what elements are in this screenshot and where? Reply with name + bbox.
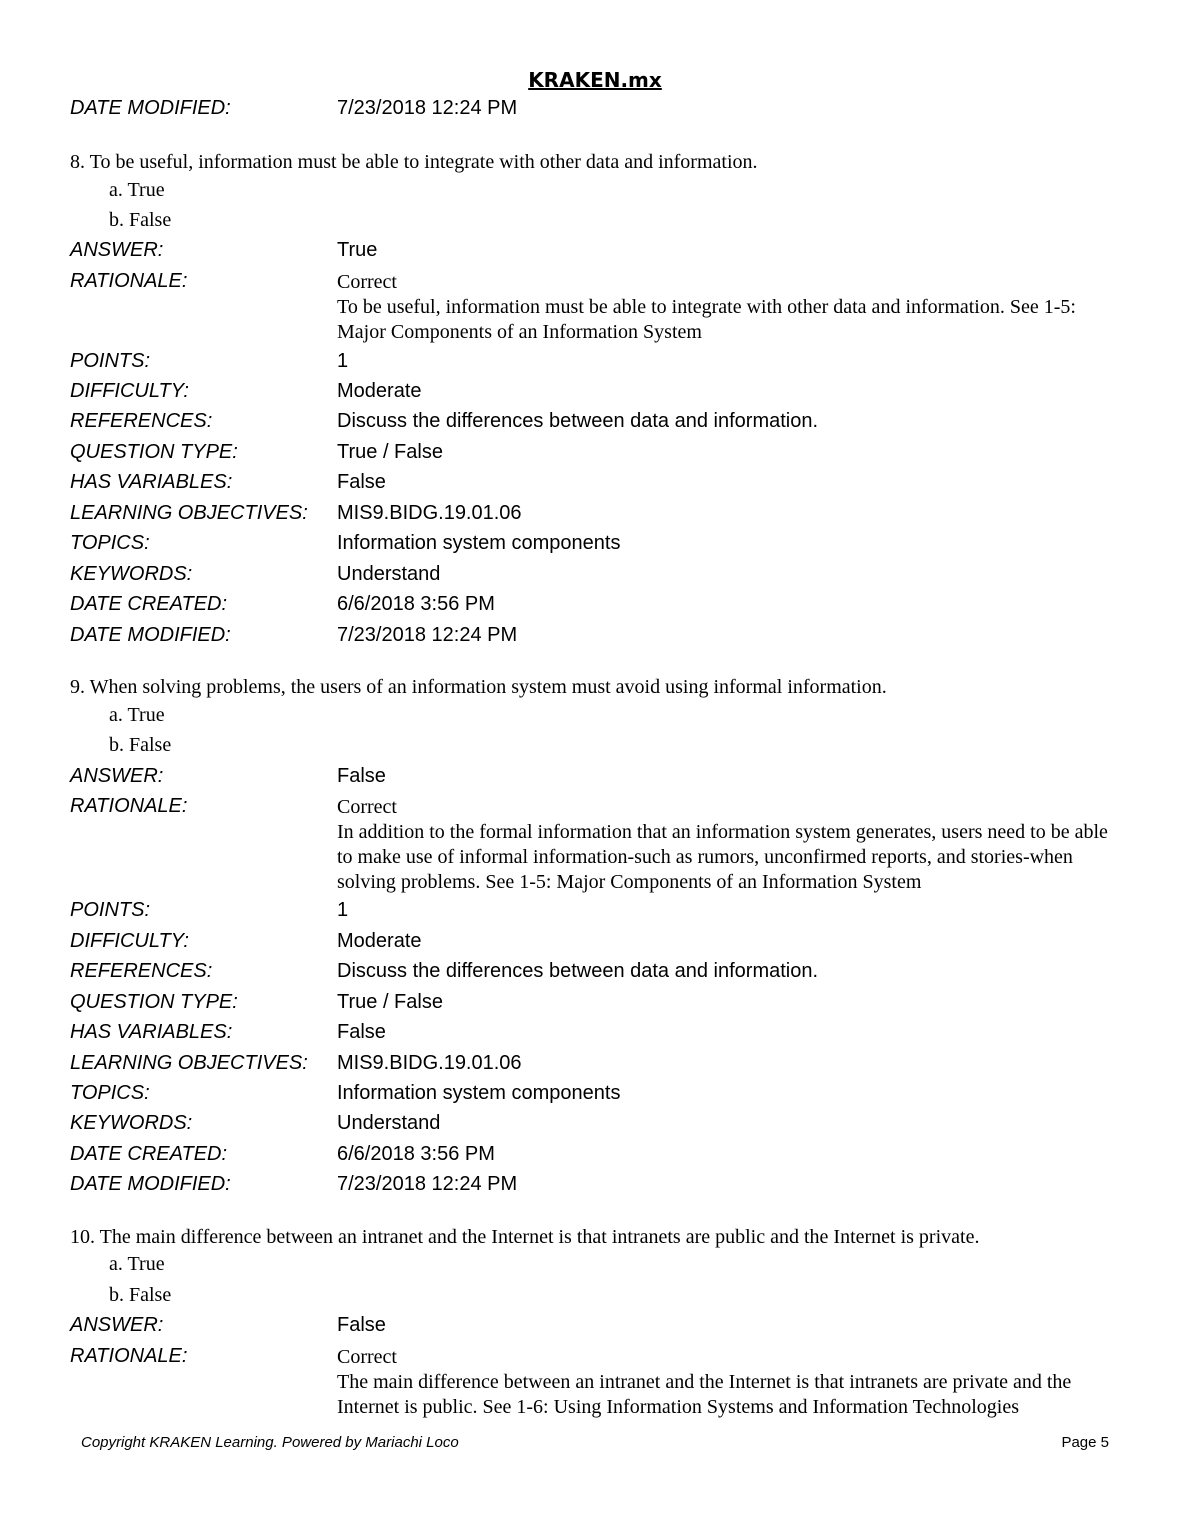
rationale-label: RATIONALE: <box>70 1345 188 1367</box>
field-value: 7/23/2018 12:24 PM <box>337 97 518 119</box>
topics-label: TOPICS: <box>70 1082 150 1104</box>
date-created-value: 6/6/2018 3:56 PM <box>337 1143 495 1165</box>
question-10-option-b: b. False <box>109 1284 172 1306</box>
has-variables-value: False <box>337 471 386 493</box>
rationale-label: RATIONALE: <box>70 270 188 292</box>
date-created-label: DATE CREATED: <box>70 1143 228 1165</box>
date-modified-value: 7/23/2018 12:24 PM <box>337 624 518 646</box>
keywords-value: Understand <box>337 563 441 585</box>
question-9-text: 9. When solving problems, the users of an information system must avoid using informal information. <box>70 676 887 698</box>
answer-label: ANSWER: <box>70 765 164 787</box>
question-8-text: 8. To be useful, information must be able to integrate with other data and information. <box>70 151 758 173</box>
answer-value: True <box>337 239 378 261</box>
question-9-option-b: b. False <box>109 734 172 756</box>
references-label: REFERENCES: <box>70 410 213 432</box>
references-value: Discuss the differences between data and information. <box>337 410 819 432</box>
rationale-status: Correct <box>337 271 397 293</box>
date-modified-value: 7/23/2018 12:24 PM <box>337 1173 518 1195</box>
difficulty-label: DIFFICULTY: <box>70 930 189 952</box>
rationale-status: Correct <box>337 796 397 818</box>
rationale-body <box>337 795 1127 895</box>
answer-value: False <box>337 1314 386 1336</box>
learning-objectives-value: MIS9.BIDG.19.01.06 <box>337 502 522 524</box>
difficulty-label: DIFFICULTY: <box>70 380 189 402</box>
keywords-value: Understand <box>337 1112 441 1134</box>
date-created-value: 6/6/2018 3:56 PM <box>337 593 495 615</box>
learning-objectives-label: LEARNING OBJECTIVES: <box>70 502 308 524</box>
question-9-option-a: a. True <box>109 704 165 726</box>
question-type-value: True / False <box>337 991 443 1013</box>
has-variables-label: HAS VARIABLES: <box>70 1021 233 1043</box>
references-label: REFERENCES: <box>70 960 213 982</box>
date-modified-label: DATE MODIFIED: <box>70 624 231 646</box>
learning-objectives-value: MIS9.BIDG.19.01.06 <box>337 1052 522 1074</box>
footer-page-number: Page 5 <box>1061 1434 1109 1451</box>
rationale-text: The main difference between an intranet and the Internet is that intranets are private and the Internet is public. See 1-6: Using Information Systems and Information Technologies <box>337 1371 1072 1418</box>
question-8-option-a: a. True <box>109 179 165 201</box>
answer-label: ANSWER: <box>70 239 164 261</box>
rationale-text: In addition to the formal information that an information system generates, users need to be able to make use of informal information-such as rumors, unconfirmed reports, and stories-when solving problems. See 1-5: Major Components of an Information System <box>337 821 1108 893</box>
field-label: DATE MODIFIED: <box>70 97 231 119</box>
date-created-label: DATE CREATED: <box>70 593 228 615</box>
topics-label: TOPICS: <box>70 532 150 554</box>
rationale-body <box>337 1345 1127 1420</box>
question-type-label: QUESTION TYPE: <box>70 441 238 463</box>
points-value: 1 <box>337 350 349 372</box>
has-variables-value: False <box>337 1021 386 1043</box>
keywords-label: KEYWORDS: <box>70 563 193 585</box>
keywords-label: KEYWORDS: <box>70 1112 193 1134</box>
question-8-option-b: b. False <box>109 209 172 231</box>
question-10-option-a: a. True <box>109 1253 165 1275</box>
question-type-value: True / False <box>337 441 443 463</box>
rationale-body <box>337 270 1127 345</box>
answer-value: False <box>337 765 386 787</box>
page-header-title: KRAKEN.mx <box>528 68 662 92</box>
points-label: POINTS: <box>70 350 151 372</box>
difficulty-value: Moderate <box>337 930 422 952</box>
difficulty-value: Moderate <box>337 380 422 402</box>
rationale-text: To be useful, information must be able to integrate with other data and information. See 1-5: Major Components of an Information System <box>337 296 1076 343</box>
rationale-label: RATIONALE: <box>70 795 188 817</box>
question-10-text: 10. The main difference between an intranet and the Internet is that intranets are public and the Internet is private. <box>70 1226 980 1248</box>
rationale-status: Correct <box>337 1346 397 1368</box>
points-value: 1 <box>337 899 349 921</box>
learning-objectives-label: LEARNING OBJECTIVES: <box>70 1052 308 1074</box>
topics-value: Information system components <box>337 1082 621 1104</box>
question-type-label: QUESTION TYPE: <box>70 991 238 1013</box>
points-label: POINTS: <box>70 899 151 921</box>
references-value: Discuss the differences between data and information. <box>337 960 819 982</box>
date-modified-label: DATE MODIFIED: <box>70 1173 231 1195</box>
answer-label: ANSWER: <box>70 1314 164 1336</box>
has-variables-label: HAS VARIABLES: <box>70 471 233 493</box>
topics-value: Information system components <box>337 532 621 554</box>
footer-copyright: Copyright KRAKEN Learning. Powered by Mariachi Loco <box>81 1434 459 1451</box>
